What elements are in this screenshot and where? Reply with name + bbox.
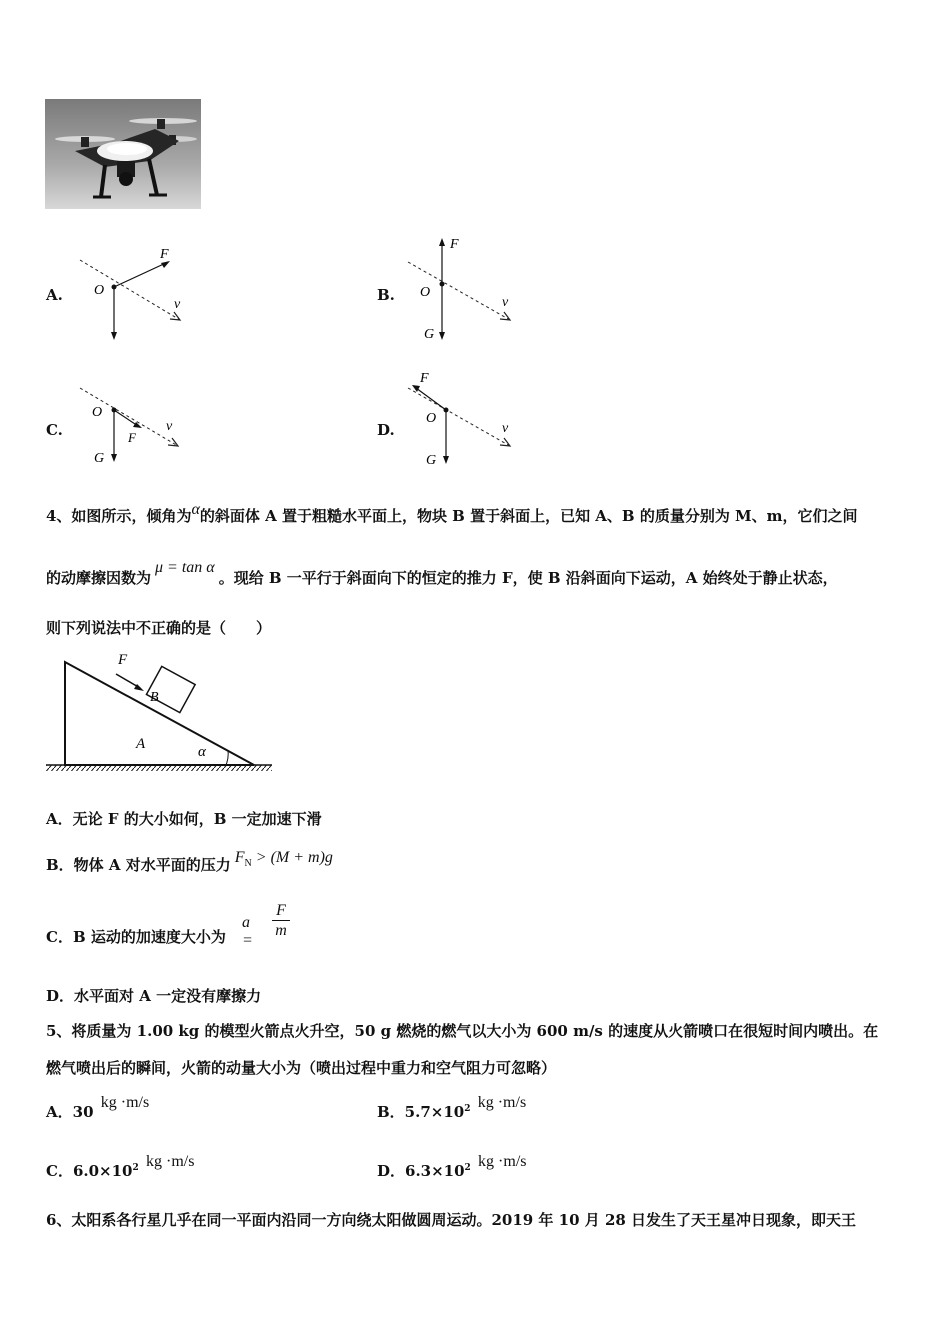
q5-option-d-unit: kg ·m/s: [478, 1153, 527, 1170]
q4-line-1-pre: 4、如图所示，倾角为: [46, 507, 192, 525]
q5-option-c-exp: 2: [132, 1163, 139, 1173]
q3-c-o-label: O: [92, 405, 103, 420]
drone-photo: [45, 99, 201, 209]
q4-option-b-rest: > (M + m)g: [251, 849, 333, 866]
q4-mu-expr: μ = tan α: [155, 559, 215, 576]
q5-line-1: 5、将质量为 1.00 kg 的模型火箭点火升空，50 g 燃烧的燃气以大小为 600 m/s 的速度从火箭喷口在很短时间内喷出。在: [46, 1022, 879, 1040]
q5-option-b-label: B．5.7×10: [377, 1103, 465, 1121]
q3-option-c-label[interactable]: C.: [46, 421, 63, 439]
q5-option-c-label: C．6.0×10: [46, 1162, 133, 1180]
q3-c-v-label: v: [166, 419, 173, 434]
q4-line-2-post: 。现给 B 一平行于斜面向下的恒定的推力 F，使 B 沿斜面向下运动，A 始终处于静止状态，: [218, 569, 838, 587]
q4-option-b-text: B．物体 A 对水平面的压力: [46, 856, 231, 874]
q3-b-o-label: O: [420, 285, 431, 300]
q4-option-b-expr: [234, 849, 333, 870]
q3-option-b-label[interactable]: B.: [377, 286, 395, 304]
q5-option-d-exp: 2: [464, 1163, 471, 1173]
q4-line-1: [46, 501, 906, 526]
q3-option-a-label[interactable]: A.: [46, 286, 63, 304]
q3-c-f-label: F: [128, 430, 136, 445]
q3-c-g-label: G: [94, 451, 105, 466]
q3-option-d-diagram: [400, 366, 530, 471]
q4-option-b[interactable]: [46, 849, 333, 875]
q3-d-v-label: v: [502, 421, 509, 436]
q5-option-c[interactable]: [46, 1153, 195, 1181]
q4-option-c-lhs: a =: [242, 914, 253, 949]
q4-option-d[interactable]: D．水平面对 A 一定没有摩擦力: [46, 987, 262, 1005]
q4-option-c-den: m: [275, 922, 287, 939]
q4-option-a[interactable]: A．无论 F 的大小如何，B 一定加速下滑: [46, 810, 322, 828]
q4-line-1-post: 的斜面体 A 置于粗糙水平面上，物块 B 置于斜面上，已知 A、B 的质量分别为 M、m，它们之间: [199, 507, 858, 525]
q4-option-b-sub: N: [244, 858, 252, 870]
q4-option-c-text: C．B 运动的加速度大小为: [46, 928, 226, 946]
q5-option-b[interactable]: [377, 1094, 527, 1122]
q4-option-c-num: F: [272, 902, 290, 921]
incline-a-label: A: [136, 736, 146, 752]
q5-option-a-unit: kg ·m/s: [100, 1094, 150, 1111]
q4-option-b-f: F: [234, 849, 245, 866]
q5-option-d[interactable]: [377, 1153, 527, 1181]
q3-option-a-diagram: [70, 240, 200, 350]
q3-d-f-label: F: [420, 371, 429, 386]
incline-figure: [44, 648, 276, 774]
q5-option-c-unit: kg ·m/s: [145, 1153, 195, 1170]
q3-d-g-label: G: [426, 453, 437, 468]
q5-option-d-label: D．6.3×10: [377, 1162, 465, 1180]
q3-option-c-diagram: [70, 380, 200, 470]
q4-option-c-frac: [272, 902, 290, 941]
incline-b-label: B: [150, 690, 159, 705]
q3-d-o-label: O: [426, 411, 437, 426]
q4-line-2: [46, 559, 906, 588]
q3-a-f-label: F: [160, 247, 169, 262]
q3-option-d-label[interactable]: D.: [377, 421, 395, 439]
q5-option-a[interactable]: [46, 1094, 150, 1122]
incline-alpha-label: α: [198, 744, 206, 760]
q5-option-b-unit: kg ·m/s: [477, 1094, 527, 1111]
q5-option-a-label: A．30: [46, 1103, 94, 1121]
q6-line-1: 6、太阳系各行星几乎在同一平面内沿同一方向绕太阳做圆周运动。2019 年 10 月 28 日发生了天王星冲日现象，即天王: [46, 1211, 857, 1229]
q5-line-2: 燃气喷出后的瞬间，火箭的动量大小为（喷出过程中重力和空气阻力可忽略）: [46, 1059, 557, 1077]
q3-a-v-label: v: [174, 297, 181, 312]
q4-line-2-pre: 的动摩擦因数为: [46, 569, 152, 587]
q3-a-o-label: O: [94, 283, 105, 298]
q3-b-f-label: F: [450, 237, 459, 252]
q3-b-g-label: G: [424, 327, 435, 342]
q4-line-3: 则下列说法中不正确的是（ ）: [46, 619, 272, 637]
q5-option-b-exp: 2: [464, 1104, 471, 1114]
q3-option-b-diagram: [400, 232, 530, 347]
incline-f-label: F: [118, 652, 128, 668]
q4-option-c[interactable]: [46, 900, 287, 949]
q3-b-v-label: v: [502, 295, 509, 310]
q4-alpha: α: [191, 501, 200, 518]
